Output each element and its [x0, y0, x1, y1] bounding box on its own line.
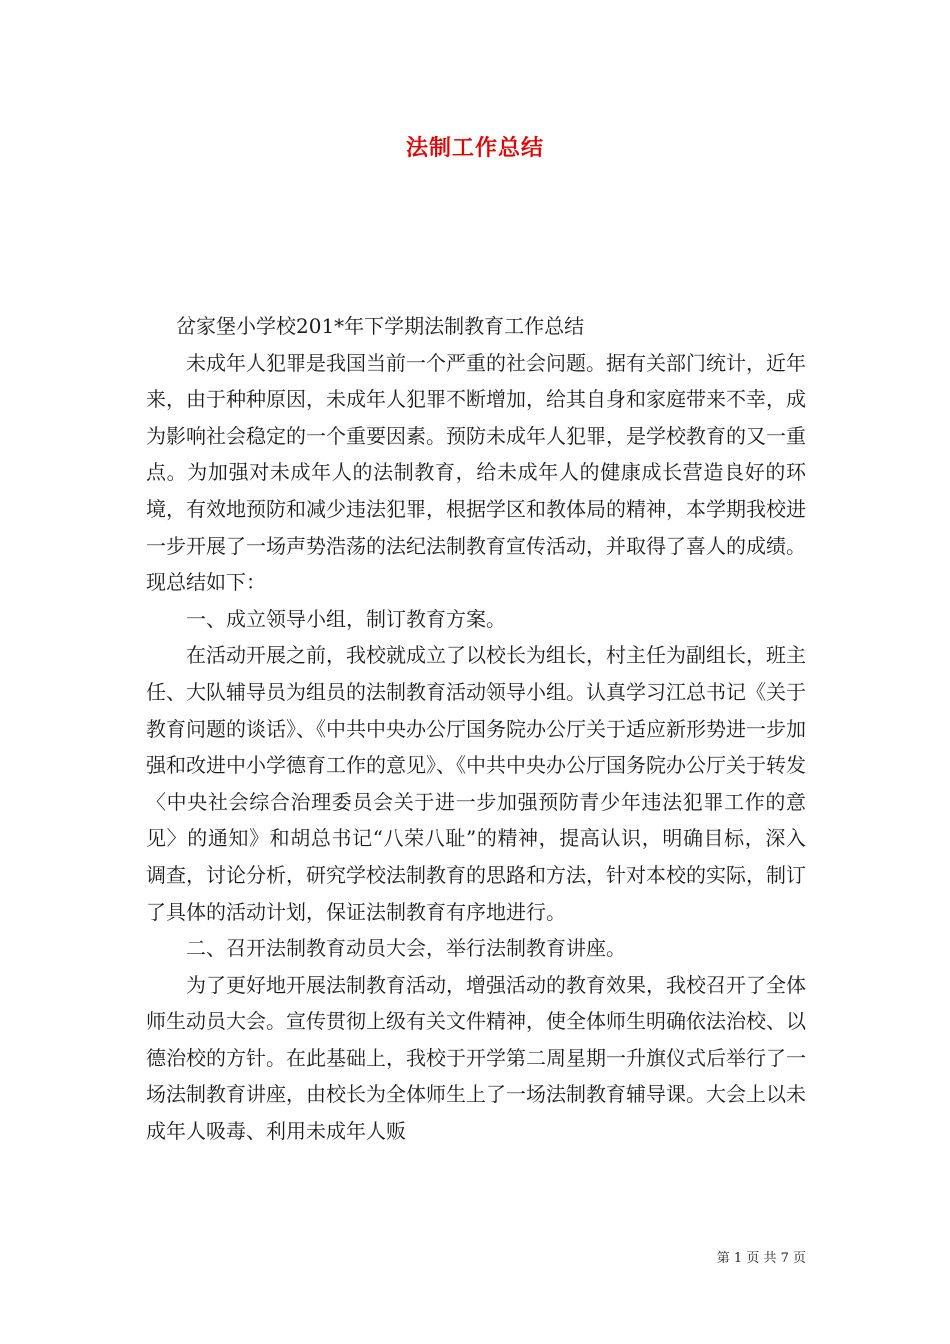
section-heading-1: 一、成立领导小组，制订教育方案。: [186, 606, 506, 631]
paragraph-section-1: 在活动开展之前，我校就成立了以校长为组长，村主任为副组长，班主任、大队辅导员为组员的法制教育活动领导小组。认真学习江总书记《关于教育问题的谈话》、《中共中央办公厅国务院办公厅关于适应新形势进一步加强和改进中小学德育工作的意见》、《中共中央办公厅国务院办公厅关于转发〈中央社会综合治理委员会关于进一步加强预防青少年违法犯罪工作的意见〉的通知》和胡总书记“八荣八耻”的精神，提高认识，明确目标，深入调查，讨论分析，研究学校法制教育的思路和方法，针对本校的实际，制订了具体的活动计划，保证法制教育有序地进行。: [146, 643, 806, 924]
document-title: 法制工作总结: [405, 136, 544, 161]
document-body: [146, 308, 806, 1150]
document-subtitle: 岔家堡小学校201*年下学期法制教育工作总结: [176, 314, 585, 338]
paragraph-intro: 未成年人犯罪是我国当前一个严重的社会问题。据有关部门统计，近年来，由于种种原因，未成年人犯罪不断增加，给其自身和家庭带来不幸，成为影响社会稳定的一个重要因素。预防未成年人犯罪，是学校教育的又一重点。为加强对未成年人的法制教育，给未成年人的健康成长营造良好的环境，有效地预防和减少违法犯罪，根据学区和教体局的精神，本学期我校进一步开展了一场声势浩荡的法纪法制教育宣传活动，并取得了喜人的成绩。现总结如下：: [146, 350, 806, 595]
page-number: 第 1 页 共 7 页: [716, 1251, 806, 1266]
paragraph-section-2: 为了更好地开展法制教育活动，增强活动的教育效果，我校召开了全体师生动员大会。宣传贯彻上级有关文件精神，使全体师生明确依法治校、以德治校的方针。在此基础上，我校于开学第二周星期一升旗仪式后举行了一场法制教育讲座，由校长为全体师生上了一场法制教育辅导课。大会上以未成年人吸毒、利用未成年人贩: [146, 972, 806, 1144]
section-heading-2: 二、召开法制教育动员大会，举行法制教育讲座。: [186, 936, 626, 961]
